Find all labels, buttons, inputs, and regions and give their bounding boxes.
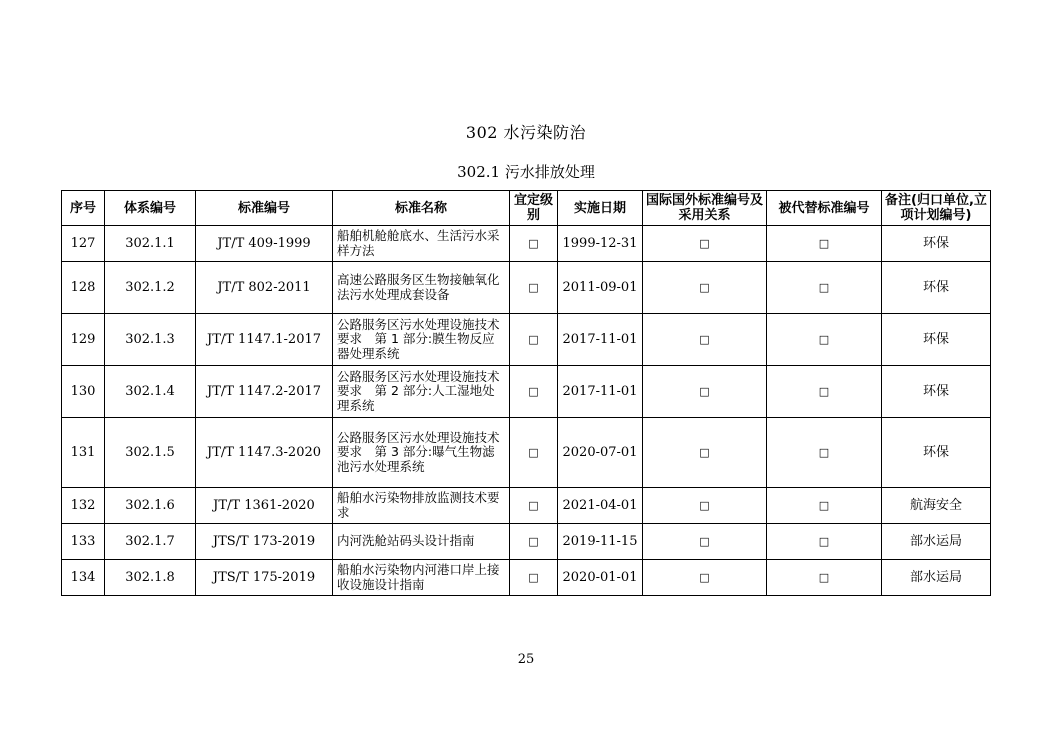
standards-table: [61, 190, 991, 596]
table-row: [62, 366, 991, 418]
cell-impl-date: 2017-11-01: [558, 314, 643, 366]
cell-level: □: [510, 524, 558, 560]
cell-seq: 129: [62, 314, 105, 366]
cell-replaced: □: [767, 226, 882, 262]
header-system-code: 体系编号: [105, 191, 196, 226]
table-row: [62, 226, 991, 262]
cell-remark: 航海安全: [882, 488, 991, 524]
cell-impl-date: 1999-12-31: [558, 226, 643, 262]
cell-system-code: 302.1.2: [105, 262, 196, 314]
header-intl-relation: 国际国外标准编号及采用关系: [643, 191, 767, 226]
cell-seq: 134: [62, 560, 105, 596]
cell-remark: 环保: [882, 262, 991, 314]
cell-seq: 131: [62, 418, 105, 488]
cell-level: □: [510, 262, 558, 314]
cell-remark: 环保: [882, 418, 991, 488]
cell-standard-code: JT/T 409-1999: [196, 226, 333, 262]
cell-intl-relation: □: [643, 560, 767, 596]
cell-system-code: 302.1.8: [105, 560, 196, 596]
cell-replaced: □: [767, 366, 882, 418]
cell-remark: 环保: [882, 226, 991, 262]
cell-intl-relation: □: [643, 488, 767, 524]
cell-standard-name: 船舶机舱舱底水、生活污水采样方法: [333, 226, 510, 262]
section-title: 302 水污染防治: [465, 123, 587, 142]
cell-impl-date: 2019-11-15: [558, 524, 643, 560]
cell-standard-name: 公路服务区污水处理设施技术要求 第 1 部分:膜生物反应器处理系统: [333, 314, 510, 366]
cell-remark: 部水运局: [882, 524, 991, 560]
table-row: [62, 418, 991, 488]
cell-standard-name: 船舶水污染物内河港口岸上接收设施设计指南: [333, 560, 510, 596]
table-row: [62, 488, 991, 524]
cell-level: □: [510, 366, 558, 418]
cell-standard-name: 内河洗舱站码头设计指南: [333, 524, 510, 560]
cell-replaced: □: [767, 488, 882, 524]
table-row: [62, 314, 991, 366]
cell-intl-relation: □: [643, 418, 767, 488]
cell-system-code: 302.1.3: [105, 314, 196, 366]
header-impl-date: 实施日期: [558, 191, 643, 226]
cell-seq: 130: [62, 366, 105, 418]
header-standard-code: 标准编号: [196, 191, 333, 226]
table-row: [62, 262, 991, 314]
cell-impl-date: 2020-07-01: [558, 418, 643, 488]
cell-standard-code: JT/T 1147.1-2017: [196, 314, 333, 366]
cell-standard-code: JTS/T 173-2019: [196, 524, 333, 560]
cell-level: □: [510, 314, 558, 366]
cell-standard-code: JT/T 1147.2-2017: [196, 366, 333, 418]
cell-standard-name: 公路服务区污水处理设施技术要求 第 2 部分:人工湿地处理系统: [333, 366, 510, 418]
cell-system-code: 302.1.6: [105, 488, 196, 524]
cell-replaced: □: [767, 524, 882, 560]
table-row: [62, 560, 991, 596]
cell-intl-relation: □: [643, 524, 767, 560]
subsection-title: 302.1 污水排放处理: [457, 163, 595, 181]
header-seq: 序号: [62, 191, 105, 226]
header-level: 宜定级别: [510, 191, 558, 226]
cell-system-code: 302.1.7: [105, 524, 196, 560]
cell-remark: 部水运局: [882, 560, 991, 596]
cell-intl-relation: □: [643, 366, 767, 418]
cell-impl-date: 2017-11-01: [558, 366, 643, 418]
table-header-row: [62, 191, 991, 226]
header-remark: 备注(归口单位,立项计划编号): [882, 191, 991, 226]
cell-standard-code: JT/T 802-2011: [196, 262, 333, 314]
cell-seq: 133: [62, 524, 105, 560]
cell-intl-relation: □: [643, 226, 767, 262]
cell-system-code: 302.1.5: [105, 418, 196, 488]
cell-intl-relation: □: [643, 314, 767, 366]
cell-system-code: 302.1.4: [105, 366, 196, 418]
cell-replaced: □: [767, 262, 882, 314]
table-row: [62, 524, 991, 560]
cell-replaced: □: [767, 418, 882, 488]
cell-seq: 132: [62, 488, 105, 524]
cell-replaced: □: [767, 314, 882, 366]
cell-standard-name: 高速公路服务区生物接触氧化法污水处理成套设备: [333, 262, 510, 314]
cell-level: □: [510, 226, 558, 262]
cell-standard-name: 船舶水污染物排放监测技术要求: [333, 488, 510, 524]
cell-seq: 128: [62, 262, 105, 314]
cell-standard-name: 公路服务区污水处理设施技术要求 第 3 部分:曝气生物滤池污水处理系统: [333, 418, 510, 488]
cell-remark: 环保: [882, 366, 991, 418]
header-standard-name: 标准名称: [333, 191, 510, 226]
cell-seq: 127: [62, 226, 105, 262]
cell-system-code: 302.1.1: [105, 226, 196, 262]
cell-level: □: [510, 418, 558, 488]
page-number: 25: [517, 652, 535, 667]
cell-standard-code: JT/T 1361-2020: [196, 488, 333, 524]
cell-standard-code: JT/T 1147.3-2020: [196, 418, 333, 488]
cell-impl-date: 2021-04-01: [558, 488, 643, 524]
cell-standard-code: JTS/T 175-2019: [196, 560, 333, 596]
header-replaced: 被代替标准编号: [767, 191, 882, 226]
cell-remark: 环保: [882, 314, 991, 366]
cell-intl-relation: □: [643, 262, 767, 314]
cell-level: □: [510, 560, 558, 596]
cell-level: □: [510, 488, 558, 524]
cell-impl-date: 2011-09-01: [558, 262, 643, 314]
cell-impl-date: 2020-01-01: [558, 560, 643, 596]
cell-replaced: □: [767, 560, 882, 596]
